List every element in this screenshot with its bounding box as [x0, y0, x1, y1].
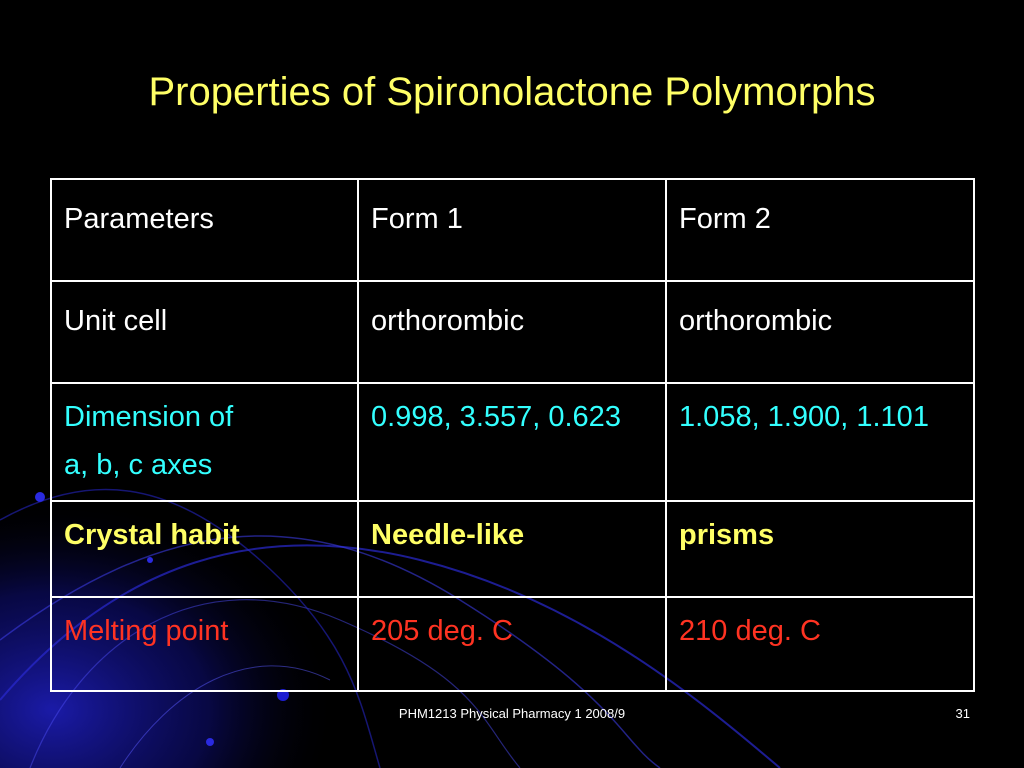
melting-point-form1: 205 deg. C: [358, 597, 666, 691]
table-row-unit-cell: [51, 281, 974, 383]
crystal-habit-form2: prisms: [666, 501, 974, 597]
header-form1: Form 1: [358, 179, 666, 281]
unit-cell-form2: orthorombic: [666, 281, 974, 383]
header-form2: Form 2: [666, 179, 974, 281]
melting-point-form2: 210 deg. C: [666, 597, 974, 691]
slide-title: Properties of Spironolactone Polymorphs: [148, 70, 876, 114]
table-row-melting-point: [51, 597, 974, 691]
dimension-label: [51, 383, 358, 501]
table-header-row: [51, 179, 974, 281]
melting-point-label: Melting point: [51, 597, 358, 691]
footer-course-text: PHM1213 Physical Pharmacy 1 2008/9: [398, 706, 626, 721]
unit-cell-label: Unit cell: [51, 281, 358, 383]
table-row-dimension: [51, 383, 974, 501]
header-parameters: Parameters: [51, 179, 358, 281]
unit-cell-form1: orthorombic: [358, 281, 666, 383]
properties-table: [50, 178, 975, 692]
dimension-form1: 0.998, 3.557, 0.623: [358, 383, 666, 501]
dimension-label-line2: a, b, c axes: [64, 448, 213, 481]
dimension-label-line1: Dimension of: [64, 401, 234, 433]
table-row-crystal-habit: [51, 501, 974, 597]
slide-page-number: 31: [955, 706, 970, 721]
crystal-habit-label: Crystal habit: [51, 501, 358, 597]
dimension-form2: 1.058, 1.900, 1.101: [666, 383, 974, 501]
crystal-habit-form1: Needle-like: [358, 501, 666, 597]
